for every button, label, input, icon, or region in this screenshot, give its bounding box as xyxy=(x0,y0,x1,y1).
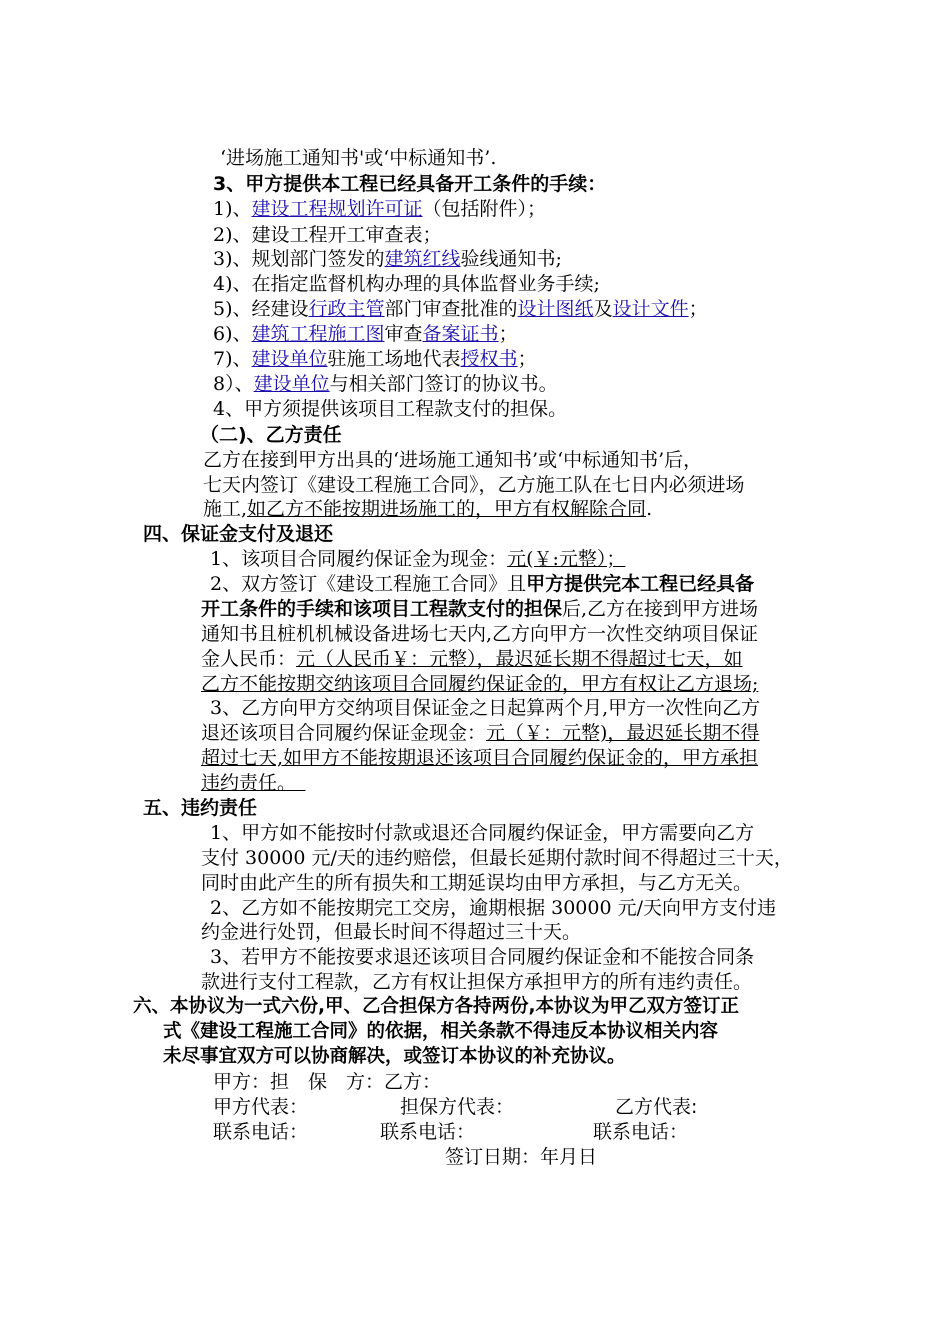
link-builder[interactable]: 建设单位 xyxy=(251,348,328,370)
phone-guarantor: 联系电话： xyxy=(380,1121,476,1143)
link-filing-cert[interactable]: 备案证书 xyxy=(422,323,499,345)
link-authorization[interactable]: 授权书 xyxy=(460,348,518,370)
list-item: 6)、建筑工程施工图审查备案证书； xyxy=(213,323,518,345)
signature-guarantor: 担保方代表： xyxy=(400,1096,515,1118)
list-item: 3)、规划部门签发的建筑红线验线通知书; xyxy=(213,248,562,270)
text-line: 2、双方签订《建设工程施工合同》且甲方提供完本工程已经具备 xyxy=(210,573,755,595)
signature-party-b: 乙方代表: xyxy=(615,1096,698,1118)
link-design-docs[interactable]: 设计文件 xyxy=(612,298,689,320)
list-item: 7)、建设单位驻施工场地代表授权书； xyxy=(213,348,537,370)
list-item: 4)、在指定监督机构办理的具体监督业务手续; xyxy=(213,273,600,295)
text-line: 款进行支付工程款，乙方有权让担保方承担甲方的所有违约责任。 xyxy=(201,971,753,993)
section-heading: 六、本协议为一式六份,甲、乙合担保方各持两份,本协议为甲乙双方签订正 xyxy=(133,996,740,1017)
link-red-line[interactable]: 建筑红线 xyxy=(384,248,461,270)
text-line: 乙方不能按期交纳该项目合同履约保证金的，甲方有权让乙方退场; xyxy=(201,673,759,695)
text-line: ‘进场施工通知书'或‘中标通知书’. xyxy=(220,147,497,169)
signature-representative: 甲方代表： xyxy=(213,1096,309,1118)
text-line: 1、该项目合同履约保证金为现金：元(￥:元整）； xyxy=(210,548,626,570)
text-line: 支付 30000 元/天的违约赔偿，但最长延期付款时间不得超过三十天， xyxy=(201,847,793,869)
party-labels: 甲方：担 保 方：乙方： xyxy=(213,1071,442,1093)
text-line: 开工条件的手续和该项目工程款支付的担保后,乙方在接到甲方进场 xyxy=(201,598,759,620)
phone-party-a: 联系电话： xyxy=(213,1121,309,1143)
list-item: 2)、建设工程开工审查表； xyxy=(213,224,442,246)
text-line: 2、乙方如不能按期完工交房，逾期根据 30000 元/天向甲方支付违 xyxy=(210,897,777,919)
link-builder-2[interactable]: 建设单位 xyxy=(253,373,330,395)
text-line: 超过七天,如甲方不能按期退还该项目合同履约保证金的，甲方承担 xyxy=(201,747,759,769)
text-line: 3、乙方向甲方交纳项目保证金之日起算两个月,甲方一次性向乙方 xyxy=(210,697,761,719)
section-heading: （二)、乙方责任 xyxy=(200,424,342,446)
section-heading: 五、违约责任 xyxy=(143,797,258,819)
section-heading: 3、甲方提供本工程已经具备开工条件的手续： xyxy=(213,173,607,195)
text-line: 约金进行处罚，但最长时间不得超过三十天。 xyxy=(201,921,582,943)
phone-party-b: 联系电话： xyxy=(593,1121,689,1143)
text-line: 3、若甲方不能按要求退还该项目合同履约保证金和不能按合同条 xyxy=(210,946,755,968)
list-item: 5)、经建设行政主管部门审查批准的设计图纸及设计文件； xyxy=(213,298,708,320)
text-line: 通知书且桩机机械设备进场七天内,乙方向甲方一次性交纳项目保证 xyxy=(201,623,759,645)
text-line: 乙方在接到甲方出具的‘进场施工通知书’或‘中标通知书’后， xyxy=(203,449,703,471)
text-line: 七天内签订《建设工程施工合同》，乙方施工队在七日内必须进场 xyxy=(203,474,745,496)
list-item: 8）、建设单位与相关部门签订的协议书。 xyxy=(213,373,558,395)
text-line: 违约责任。 xyxy=(201,772,287,794)
text-line: 4、甲方须提供该项目工程款支付的担保。 xyxy=(213,398,568,420)
section-heading: 四、保证金支付及退还 xyxy=(143,523,334,545)
text-line: 1、甲方如不能按时付款或退还合同履约保证金，甲方需要向乙方 xyxy=(210,822,755,844)
text-line: 金人民币：元（人民币￥：元整），最迟延长期不得超过七天，如 xyxy=(201,648,743,670)
sign-date: 签订日期：年月日 xyxy=(445,1146,598,1168)
list-item: 1)、建设工程规划许可证（包括附件）； xyxy=(213,198,547,220)
text-line: 施工,如乙方不能按期进场施工的，甲方有权解除合同. xyxy=(203,498,653,520)
text-line: 同时由此产生的所有损失和工期延误均由甲方承担，与乙方无关。 xyxy=(201,872,753,894)
link-design-drawings[interactable]: 设计图纸 xyxy=(517,298,594,320)
link-planning-permit[interactable]: 建设工程规划许可证 xyxy=(251,198,423,220)
text-line: 退还该项目合同履约保证金现金：元（￥：元整)，最迟延长期不得 xyxy=(201,722,760,744)
text-line: 未尽事宜双方可以协商解决，或签订本协议的补充协议。 xyxy=(163,1046,626,1067)
link-construction-drawings[interactable]: 建筑工程施工图 xyxy=(251,323,385,345)
text-line: 式《建设工程施工合同》的依据，相关条款不得违反本协议相关内容 xyxy=(163,1021,719,1042)
link-admin[interactable]: 行政主管 xyxy=(308,298,385,320)
